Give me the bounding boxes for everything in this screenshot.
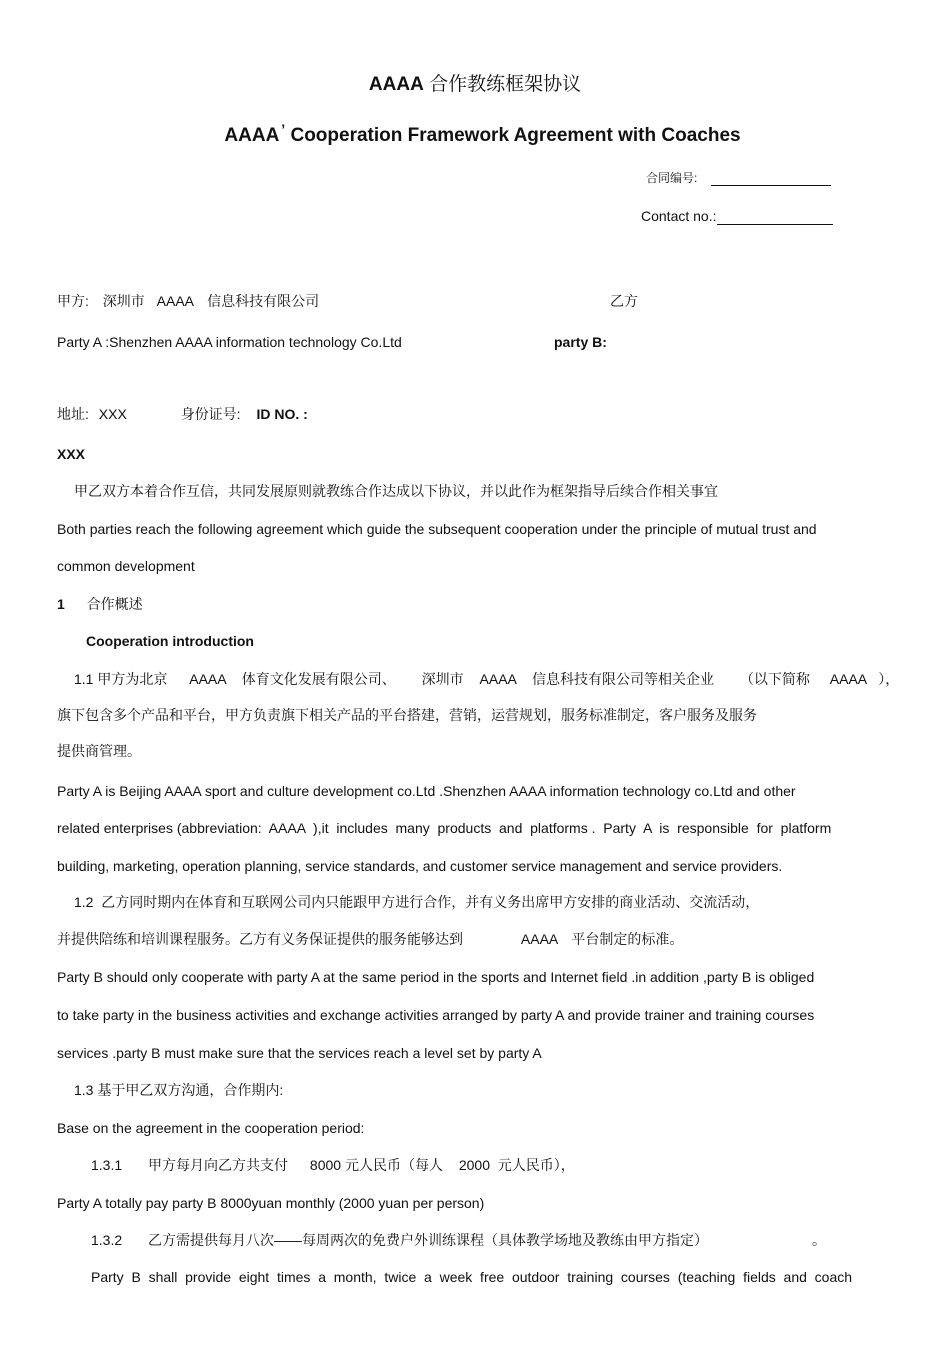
clause-1-3-1-cn-c: 2000 元人民币）， <box>458 1157 575 1173</box>
contract-no-en-field[interactable] <box>717 208 833 225</box>
clause-1-3-1-cn-b: 8000 元人民币（每人 <box>309 1157 443 1173</box>
party-a-en: Party A :Shenzhen AAAA information technology Co.Ltd <box>57 334 402 350</box>
clause-1-3-cn: 1.3 基于甲乙双方沟通，合作期内: <box>74 1082 284 1098</box>
contract-no-cn <box>646 170 831 186</box>
clause-1-1-part: AAAA <box>829 671 867 687</box>
clause-1-2-cn-line2 <box>57 930 683 948</box>
party-a-cn-brand: AAAA <box>156 293 194 309</box>
title-cn <box>0 73 950 97</box>
clause-1-3-1-cn <box>91 1156 575 1174</box>
clause-1-1-part: AAAA <box>189 671 226 687</box>
section-1-title-en: Cooperation introduction <box>86 633 254 649</box>
id-cn-label: 身份证号: <box>180 406 241 422</box>
clause-1-2-en-line2: to take party in the business activities and exchange activities arranged by party A and provide trainer and training courses <box>57 1007 815 1023</box>
clause-1-3-1-num: 1.3.1 <box>91 1157 123 1173</box>
clause-1-1-part: 1.1 甲方为北京 <box>74 671 168 687</box>
clause-1-1-part: 体育文化发展有限公司、 <box>241 671 396 687</box>
intro-cn: 甲乙双方本着合作互信，共同发展原则就教练合作达成以下协议，并以此作为框架指导后续合作相关事宜 <box>74 483 718 499</box>
clause-1-2-en-line1: Party B should only cooperate with party A at the same period in the sports and Internet field .in addition ,party B is obliged <box>57 969 815 985</box>
id-value: XXX <box>57 446 86 462</box>
party-a-cn <box>57 292 319 310</box>
section-1-title-cn: 合作概述 <box>86 596 143 612</box>
intro-en-line2: common development <box>57 558 195 574</box>
title-cn-prefix: AAAA <box>368 74 424 95</box>
clause-1-1-part: （以下简称 <box>739 671 810 687</box>
title-cn-text: 合作教练框架协议 <box>429 74 582 95</box>
address-label: 地址: <box>57 406 89 422</box>
clause-1-1-en-line1: Party A is Beijing AAAA sport and culture development co.Ltd .Shenzhen AAAA information technology co.Ltd and other <box>57 783 796 799</box>
clause-1-3-1-en: Party A totally pay party B 8000yuan monthly (2000 yuan per person) <box>57 1195 485 1211</box>
clause-1-3-2-num: 1.3.2 <box>91 1232 123 1248</box>
clause-1-3-en: Base on the agreement in the cooperation period: <box>57 1120 365 1136</box>
title-en-text: Cooperation Framework Agreement with Coaches <box>290 125 741 146</box>
intro-en-line1: Both parties reach the following agreement which guide the subsequent cooperation under the principle of mutual trust and <box>57 521 817 537</box>
clause-1-1-en-line2: related enterprises (abbreviation: AAAA ),it includes many products and platforms . Party A is responsible for platform <box>57 820 832 836</box>
clause-1-3-1-cn-a: 甲方每月向乙方共支付 <box>148 1157 289 1173</box>
clause-1-1-part: 信息科技有限公司等相关企业 <box>532 671 714 687</box>
clause-1-2-cn-line2-b: AAAA <box>520 931 558 947</box>
section-1-heading <box>57 595 143 613</box>
title-en-apostrophe: ’ <box>281 121 286 137</box>
clause-1-1-cn-line3: 提供商管理。 <box>57 743 141 759</box>
title-en <box>0 121 950 148</box>
clause-1-2-cn-line1: 1.2 乙方同时期内在体育和互联网公司内只能跟甲方进行合作，并有义务出席甲方安排的商业活动、交流活动， <box>74 894 760 910</box>
clause-1-3-2-cn-end: 。 <box>812 1232 826 1248</box>
clause-1-3-2-cn-text: 乙方需提供每月八次——每周两次的免费户外训练课程（具体教学场地及教练由甲方指定） <box>148 1232 709 1248</box>
clause-1-1-cn-line2: 旗下包含多个产品和平台，甲方负责旗下相关产品的平台搭建，营销，运营规划，服务标准制定，客户服务及服务 <box>57 707 757 723</box>
party-b-cn-label: 乙方 <box>610 293 638 309</box>
id-en-label: ID NO. : <box>256 406 308 422</box>
address-row <box>57 405 308 423</box>
party-a-cn-label: 甲方: <box>57 293 89 309</box>
contract-no-cn-label: 合同编号: <box>646 171 698 185</box>
title-en-prefix: AAAA <box>224 125 280 146</box>
clause-1-2-cn-line2-c: 平台制定的标准。 <box>571 931 684 947</box>
clause-1-2-cn-line2-a: 并提供陪练和培训课程服务。乙方有义务保证提供的服务能够达到 <box>57 931 463 947</box>
clause-1-3-2-cn <box>91 1231 708 1249</box>
clause-1-3-2-en-line1: Party B shall provide eight times a month, twice a week free outdoor training courses (teaching fields and coach <box>91 1269 853 1285</box>
contract-no-en-label: Contact no.: <box>641 208 717 224</box>
clause-1-1-cn-line1 <box>74 670 899 688</box>
clause-1-1-part: AAAA <box>479 671 517 687</box>
contract-no-cn-field[interactable] <box>711 171 831 186</box>
party-a-cn-city: 深圳市 <box>102 293 145 309</box>
clause-1-1-part: 深圳市 <box>421 671 464 687</box>
address-value: XXX <box>98 406 127 422</box>
party-a-cn-company: 信息科技有限公司 <box>207 293 320 309</box>
clause-1-2-en-line3: services .party B must make sure that the services reach a level set by party A <box>57 1045 542 1061</box>
section-1-number: 1 <box>57 596 65 612</box>
clause-1-1-en-line3: building, marketing, operation planning, service standards, and customer service management and service providers. <box>57 858 783 874</box>
clause-1-1-part: ）， <box>878 671 900 687</box>
contract-no-en <box>641 207 833 225</box>
party-b-en: party B: <box>554 334 607 350</box>
